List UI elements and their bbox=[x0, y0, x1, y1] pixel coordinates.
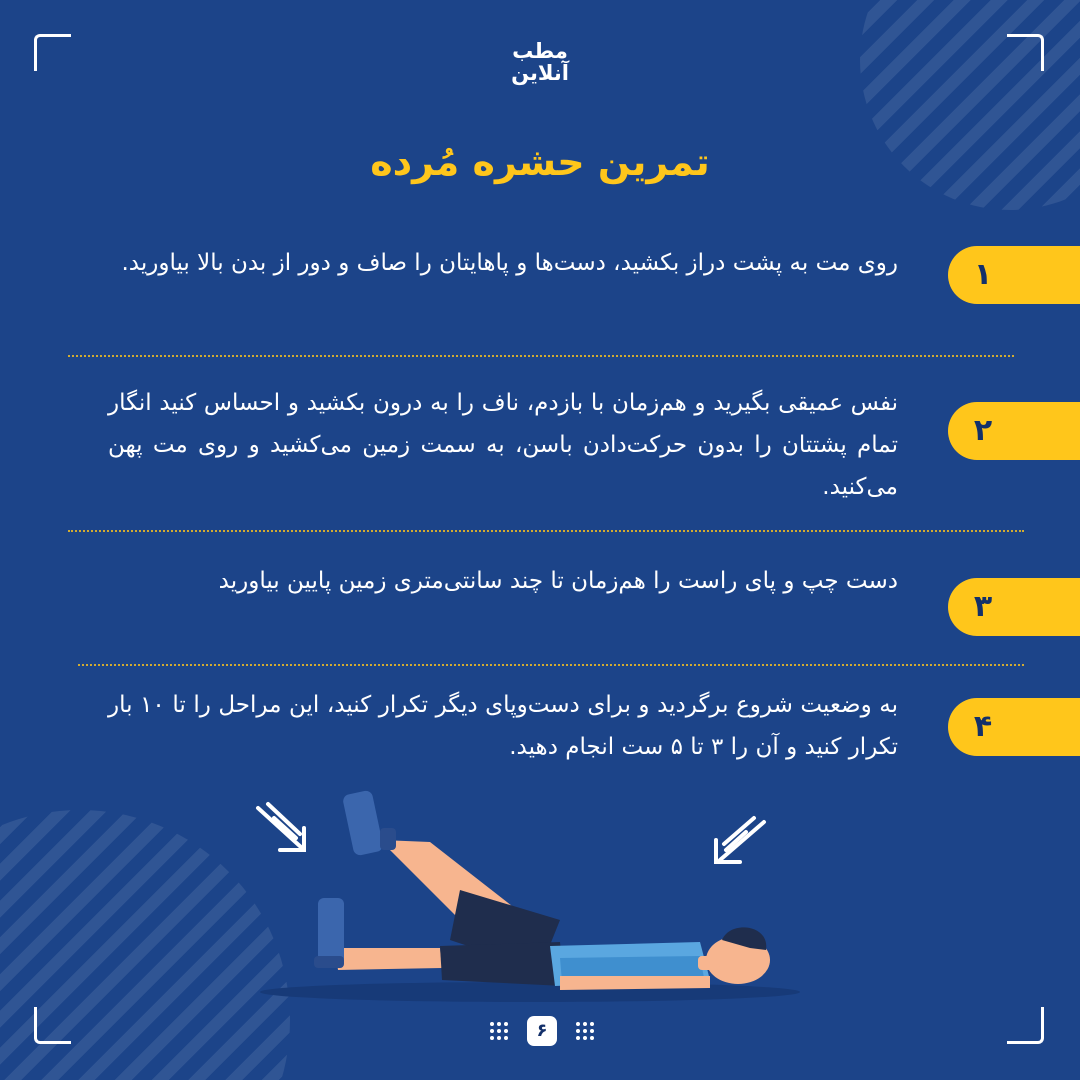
page-number: ۶ bbox=[527, 1016, 557, 1046]
dead-bug-exercise-illustration bbox=[230, 780, 810, 1010]
lower-leg bbox=[314, 898, 442, 970]
shorts bbox=[440, 942, 564, 986]
frame-corner-bottom-left bbox=[34, 1007, 71, 1044]
step-4-number: ۴ bbox=[973, 709, 993, 744]
step-1-number: ۱ bbox=[973, 257, 993, 292]
dots-grid-icon bbox=[576, 1022, 594, 1040]
step-3-number: ۳ bbox=[973, 589, 993, 624]
divider bbox=[78, 664, 1024, 666]
raised-leg bbox=[342, 790, 560, 970]
step-3-text: دست چپ و پای راست را هم‌زمان تا چند سانتی‌متری زمین پایین بیاورید bbox=[218, 568, 898, 594]
pagination bbox=[490, 1014, 594, 1048]
step-1-badge bbox=[948, 246, 1080, 304]
page-title: تمرین حشره مُرده bbox=[370, 140, 710, 184]
arrow-down-right-icon bbox=[258, 804, 304, 850]
divider bbox=[68, 530, 1024, 532]
step-1-text: روی مت به پشت دراز بکشید، دست‌ها و پاهایتان را صاف و دور از بدن بالا بیاورید. bbox=[121, 250, 898, 276]
step-2-text: نفس عمیقی بگیرید و هم‌زمان با بازدم، ناف را به درون بکشید و احساس کنید انگار تمام پشتتان را بدون حرکت‌دادن باسن، به سمت زمین می‌کشید و روی مت پهن می‌کنید. bbox=[108, 390, 898, 500]
step-3-badge bbox=[948, 578, 1080, 636]
logo-line-2: آنلاین bbox=[511, 61, 569, 86]
step-2-number: ۲ bbox=[973, 413, 993, 448]
divider bbox=[68, 355, 1014, 357]
brand-logo bbox=[490, 40, 590, 84]
arm bbox=[560, 976, 710, 990]
frame-corner-top-right bbox=[1007, 34, 1044, 71]
step-4-badge bbox=[948, 698, 1080, 756]
step-2-badge bbox=[948, 402, 1080, 460]
frame-corner-top-left bbox=[34, 34, 71, 71]
step-4-text: به وضعیت شروع برگردید و برای دست‌وپای دیگر تکرار کنید، این مراحل را تا ۱۰ بار تکرار کنید و آن را ۳ تا ۵ ست انجام دهید. bbox=[108, 692, 898, 760]
arrow-down-left-icon bbox=[716, 818, 764, 862]
logo-line-1: مطب bbox=[512, 39, 568, 63]
floor-shadow bbox=[260, 982, 800, 1002]
frame-corner-bottom-right bbox=[1007, 1007, 1044, 1044]
dots-grid-icon bbox=[490, 1022, 508, 1040]
